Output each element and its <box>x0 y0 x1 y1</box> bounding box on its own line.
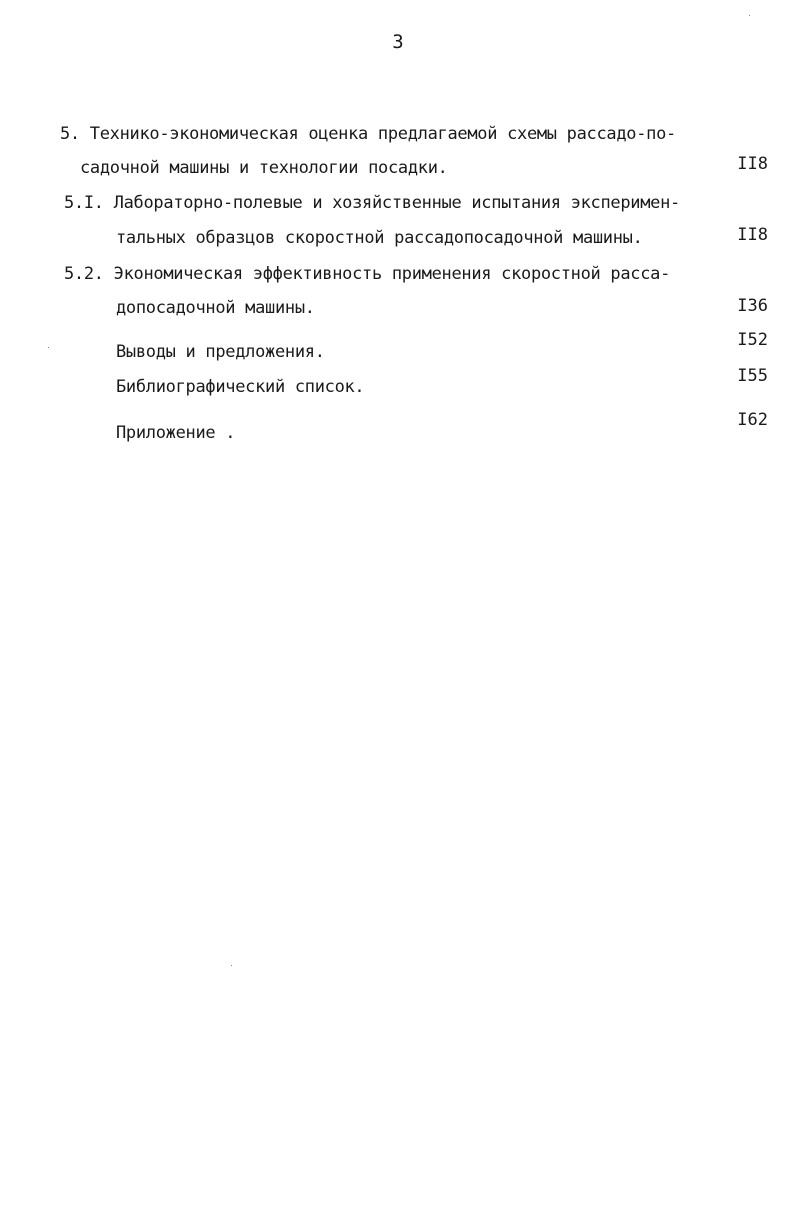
toc-entry-text-line: садочной машины и технологии посадки. <box>80 158 448 178</box>
toc-entry-page: II8 <box>737 225 768 245</box>
scan-speck <box>749 15 750 16</box>
toc-entry-page: I36 <box>737 296 768 316</box>
scan-speck <box>231 965 232 966</box>
toc-entry-text-line: допосадочной машины. <box>116 298 315 318</box>
toc-entry-text-line: 5.2. Экономическая эффективность применения скоростной расса- <box>64 264 671 284</box>
scan-speck <box>48 347 49 348</box>
toc-entry-page: I52 <box>737 330 768 350</box>
toc-entry-page: II8 <box>737 154 768 174</box>
toc-entry-text-line: 5.I. Лабораторно-полевые и хозяйственные испытания эксперимен- <box>64 193 680 213</box>
page-number: 3 <box>392 31 404 53</box>
toc-entry-text-line: 5. Технико-экономическая оценка предлагаемой схемы рассадо-по- <box>60 124 676 144</box>
toc-entry-text-line: тальных образцов скоростной рассадопосадочной машины. <box>116 228 643 248</box>
toc-entry-text-line: Выводы и предложения. <box>116 342 325 362</box>
toc-entry-page: I55 <box>737 366 768 386</box>
toc-entry-page: I62 <box>737 410 768 430</box>
toc-entry-text-line: Приложение . <box>116 423 236 443</box>
toc-entry-text-line: Библиографический список. <box>116 377 365 397</box>
